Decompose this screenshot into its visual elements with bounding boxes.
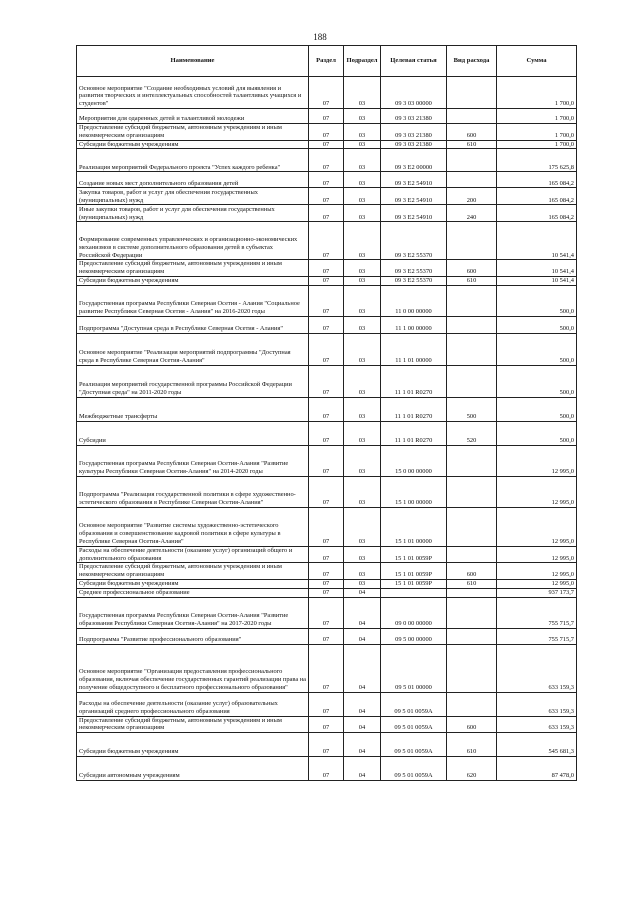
cell-section: 07: [309, 588, 344, 597]
cell-sum: 12 995,0: [497, 546, 577, 563]
header-section: Раздел: [309, 46, 344, 77]
cell-section: 07: [309, 628, 344, 644]
cell-subsection: 03: [344, 333, 381, 365]
cell-sum: 1 700,0: [497, 140, 577, 149]
cell-expense: [447, 507, 497, 546]
cell-section: 07: [309, 445, 344, 476]
table-row: [77, 716, 577, 733]
cell-section: 07: [309, 188, 344, 205]
cell-subsection: 03: [344, 445, 381, 476]
table-row: [77, 124, 577, 141]
cell-subsection: 03: [344, 546, 381, 563]
table-row: [77, 579, 577, 588]
table-row: [77, 205, 577, 222]
cell-expense: [447, 692, 497, 716]
cell-section: 07: [309, 77, 344, 109]
cell-section: 07: [309, 507, 344, 546]
cell-expense: [447, 644, 497, 692]
header-expense: Вид расхода: [447, 46, 497, 77]
cell-name: Предоставление субсидий бюджетным, автономным учреждениям и иным некоммерческим организациям: [77, 563, 309, 580]
cell-name: Реализация мероприятий Федерального проекта "Успех каждого ребенка": [77, 149, 309, 172]
cell-section: 07: [309, 644, 344, 692]
cell-subsection: 03: [344, 188, 381, 205]
cell-expense: 240: [447, 205, 497, 222]
cell-subsection: 04: [344, 692, 381, 716]
cell-name: Предоставление субсидий бюджетным, автономным учреждениям и иным некоммерческим организациям: [77, 124, 309, 141]
cell-section: 07: [309, 172, 344, 188]
table-row: [77, 172, 577, 188]
cell-name: Государственная программа Республики Северная Осетия-Алания "Развитие культуры Республики Северная Осетия-Алания" на 2014-2020 годы: [77, 445, 309, 476]
cell-subsection: 03: [344, 507, 381, 546]
cell-target: 09 3 E2 00000: [381, 149, 447, 172]
cell-name: Предоставление субсидий бюджетным, автономным учреждениям и иным некоммерческим организациям: [77, 260, 309, 277]
cell-target: 09 5 01 0059А: [381, 733, 447, 757]
cell-sum: 12 995,0: [497, 507, 577, 546]
cell-sum: 633 159,3: [497, 716, 577, 733]
cell-subsection: 03: [344, 316, 381, 333]
cell-target: 09 3 03 21380: [381, 140, 447, 149]
cell-sum: 755 715,7: [497, 597, 577, 628]
cell-expense: [447, 588, 497, 597]
cell-name: Создание новых мест дополнительного образования детей: [77, 172, 309, 188]
cell-name: Расходы на обеспечение деятельности (оказание услуг) образовательных организаций среднего профессионального образования: [77, 692, 309, 716]
cell-subsection: 03: [344, 365, 381, 397]
cell-section: 07: [309, 276, 344, 285]
table-row: [77, 546, 577, 563]
page-number: 188: [313, 32, 327, 42]
cell-section: 07: [309, 365, 344, 397]
header-name: Наименование: [77, 46, 309, 77]
cell-sum: 165 084,2: [497, 172, 577, 188]
cell-expense: [447, 445, 497, 476]
cell-subsection: 03: [344, 397, 381, 421]
table-row: [77, 222, 577, 260]
cell-sum: 500,0: [497, 397, 577, 421]
cell-sum: 500,0: [497, 285, 577, 316]
cell-sum: 500,0: [497, 421, 577, 445]
cell-name: Субсидии бюджетным учреждениям: [77, 276, 309, 285]
cell-section: 07: [309, 563, 344, 580]
cell-section: 07: [309, 109, 344, 124]
cell-sum: 1 700,0: [497, 77, 577, 109]
cell-target: 11 0 00 00000: [381, 285, 447, 316]
table-row: [77, 507, 577, 546]
cell-sum: 1 700,0: [497, 124, 577, 141]
cell-sum: 10 541,4: [497, 222, 577, 260]
cell-section: 07: [309, 124, 344, 141]
cell-name: Среднее профессиональное образование: [77, 588, 309, 597]
cell-target: 09 5 01 0059А: [381, 757, 447, 781]
cell-target: 11 1 01 R0270: [381, 421, 447, 445]
cell-name: Основное мероприятие "Развитие системы художественно-эстетического образования и совершенствование кадровой политики в сфере культуры в Республике Северная Осетия-Алания": [77, 507, 309, 546]
cell-target: 09 3 E2 54910: [381, 205, 447, 222]
cell-target: 11 1 01 R0270: [381, 365, 447, 397]
table-row: [77, 597, 577, 628]
cell-subsection: 04: [344, 733, 381, 757]
cell-subsection: 03: [344, 222, 381, 260]
cell-section: 07: [309, 546, 344, 563]
cell-subsection: 03: [344, 205, 381, 222]
cell-name: Государственная программа Республики Северная Осетия - Алания "Социальное развитие Республики Северная Осетия - Алания" на 2016-2020 годы: [77, 285, 309, 316]
cell-name: Субсидии бюджетным учреждениям: [77, 579, 309, 588]
cell-expense: [447, 628, 497, 644]
cell-target: 11 1 01 00000: [381, 333, 447, 365]
cell-expense: [447, 316, 497, 333]
table-row: [77, 285, 577, 316]
cell-name: Подпрограмма "Развитие профессионального образования": [77, 628, 309, 644]
cell-section: 07: [309, 579, 344, 588]
cell-section: 07: [309, 757, 344, 781]
cell-section: 07: [309, 733, 344, 757]
cell-section: 07: [309, 260, 344, 277]
cell-subsection: 03: [344, 421, 381, 445]
cell-sum: 545 681,3: [497, 733, 577, 757]
cell-target: 09 3 03 21380: [381, 109, 447, 124]
cell-expense: 610: [447, 733, 497, 757]
cell-name: Основное мероприятие "Организация предоставления профессионального образования, включая обеспечение государственных гарантий реализации права на получение общедоступного и бесплатного профессионального образования": [77, 644, 309, 692]
cell-section: 07: [309, 149, 344, 172]
cell-sum: 87 478,0: [497, 757, 577, 781]
cell-expense: 610: [447, 276, 497, 285]
cell-section: 07: [309, 222, 344, 260]
cell-sum: 500,0: [497, 316, 577, 333]
budget-table: [76, 45, 577, 781]
cell-expense: 610: [447, 579, 497, 588]
cell-target: 09 3 E2 55370: [381, 222, 447, 260]
cell-name: Подпрограмма "Доступная среда в Республике Северная Осетия - Алания": [77, 316, 309, 333]
cell-sum: 12 995,0: [497, 579, 577, 588]
cell-expense: [447, 597, 497, 628]
cell-expense: [447, 546, 497, 563]
cell-target: 09 0 00 00000: [381, 597, 447, 628]
cell-target: 09 3 03 00000: [381, 77, 447, 109]
cell-sum: 175 625,8: [497, 149, 577, 172]
table-row: [77, 563, 577, 580]
cell-subsection: 03: [344, 172, 381, 188]
cell-target: 09 3 E2 54910: [381, 172, 447, 188]
cell-name: Межбюджетные трансферты: [77, 397, 309, 421]
cell-expense: 600: [447, 260, 497, 277]
table-row: [77, 276, 577, 285]
cell-subsection: 03: [344, 260, 381, 277]
cell-sum: 165 084,2: [497, 188, 577, 205]
cell-subsection: 03: [344, 276, 381, 285]
table-header-row: [77, 46, 577, 77]
cell-section: 07: [309, 140, 344, 149]
table-row: [77, 109, 577, 124]
cell-sum: 1 700,0: [497, 109, 577, 124]
cell-expense: 620: [447, 757, 497, 781]
cell-subsection: 03: [344, 124, 381, 141]
cell-name: Предоставление субсидий бюджетным, автономным учреждениям и иным некоммерческим организациям: [77, 716, 309, 733]
table-row: [77, 260, 577, 277]
cell-expense: 600: [447, 716, 497, 733]
cell-expense: [447, 222, 497, 260]
cell-target: 15 1 01 0059Р: [381, 546, 447, 563]
cell-name: Подпрограмма "Реализация государственной политики в сфере художественно-эстетического образования в Республике Северная Осетия-Алания": [77, 476, 309, 507]
cell-name: Реализация мероприятий государственной программы Российской Федерации "Доступная среда" на 2011-2020 годы: [77, 365, 309, 397]
cell-target: 15 1 01 0059Р: [381, 563, 447, 580]
cell-sum: 500,0: [497, 365, 577, 397]
cell-subsection: 03: [344, 476, 381, 507]
cell-target: [381, 588, 447, 597]
cell-expense: [447, 149, 497, 172]
cell-subsection: 03: [344, 579, 381, 588]
cell-name: Основное мероприятие "Создание необходимых условий для выявления и развития творческих и интеллектуальных способностей талантливых учащихся и студентов": [77, 77, 309, 109]
table-row: [77, 476, 577, 507]
table-row: [77, 77, 577, 109]
cell-sum: 10 541,4: [497, 260, 577, 277]
table-row: [77, 365, 577, 397]
cell-subsection: 04: [344, 588, 381, 597]
cell-name: Иные закупки товаров, работ и услуг для обеспечения государственных (муниципальных) нужд: [77, 205, 309, 222]
table-row: [77, 628, 577, 644]
cell-sum: 12 995,0: [497, 476, 577, 507]
cell-name: Основное мероприятие "Реализация мероприятий подпрограммы "Доступная среда в Республике Северная Осетия-Алания": [77, 333, 309, 365]
cell-target: 15 0 00 00000: [381, 445, 447, 476]
cell-subsection: 03: [344, 149, 381, 172]
cell-expense: 600: [447, 124, 497, 141]
cell-target: 09 5 00 00000: [381, 628, 447, 644]
cell-name: Мероприятия для одаренных детей и талантливой молодежи: [77, 109, 309, 124]
table-row: [77, 188, 577, 205]
cell-expense: [447, 77, 497, 109]
cell-section: 07: [309, 205, 344, 222]
cell-sum: 937 173,7: [497, 588, 577, 597]
cell-section: 07: [309, 285, 344, 316]
cell-target: 09 3 E2 54910: [381, 188, 447, 205]
cell-target: 15 1 01 00000: [381, 507, 447, 546]
header-target: Целевая статья: [381, 46, 447, 77]
cell-name: Субсидии бюджетным учреждениям: [77, 733, 309, 757]
cell-expense: 500: [447, 397, 497, 421]
cell-target: 09 3 03 21380: [381, 124, 447, 141]
cell-sum: 633 159,3: [497, 644, 577, 692]
cell-subsection: 04: [344, 757, 381, 781]
cell-subsection: 03: [344, 109, 381, 124]
cell-target: 11 1 00 00000: [381, 316, 447, 333]
table-row: [77, 733, 577, 757]
cell-sum: 12 995,0: [497, 563, 577, 580]
table-row: [77, 588, 577, 597]
cell-subsection: 04: [344, 644, 381, 692]
cell-section: 07: [309, 333, 344, 365]
cell-section: 07: [309, 397, 344, 421]
table-row: [77, 692, 577, 716]
cell-sum: 165 084,2: [497, 205, 577, 222]
cell-section: 07: [309, 421, 344, 445]
table-row: [77, 445, 577, 476]
cell-sum: 10 541,4: [497, 276, 577, 285]
header-subsection: Подраздел: [344, 46, 381, 77]
cell-section: 07: [309, 476, 344, 507]
cell-name: Закупка товаров, работ и услуг для обеспечения государственных (муниципальных) нужд: [77, 188, 309, 205]
cell-sum: 755 715,7: [497, 628, 577, 644]
cell-sum: 500,0: [497, 333, 577, 365]
cell-section: 07: [309, 692, 344, 716]
cell-name: Государственная программа Республики Северная Осетия-Алания "Развитие образования Республики Северная Осетия-Алания" на 2017-2020 годы: [77, 597, 309, 628]
cell-section: 07: [309, 316, 344, 333]
cell-target: 09 3 E2 55370: [381, 276, 447, 285]
table-row: [77, 140, 577, 149]
cell-sum: 633 159,3: [497, 692, 577, 716]
cell-name: Субсидии: [77, 421, 309, 445]
cell-name: Формирование современных управленческих и организационно-экономических механизмов в системе дополнительного образования детей в субъектах Российской Федерации: [77, 222, 309, 260]
cell-subsection: 03: [344, 563, 381, 580]
cell-expense: 200: [447, 188, 497, 205]
cell-section: 07: [309, 716, 344, 733]
cell-expense: [447, 476, 497, 507]
cell-expense: [447, 109, 497, 124]
cell-expense: 520: [447, 421, 497, 445]
cell-subsection: 04: [344, 628, 381, 644]
cell-expense: [447, 172, 497, 188]
cell-subsection: 03: [344, 285, 381, 316]
cell-expense: 610: [447, 140, 497, 149]
cell-expense: 600: [447, 563, 497, 580]
cell-target: 09 5 01 0059А: [381, 716, 447, 733]
header-sum: Сумма: [497, 46, 577, 77]
cell-subsection: 03: [344, 140, 381, 149]
cell-sum: 12 995,0: [497, 445, 577, 476]
cell-name: Расходы на обеспечение деятельности (оказание услуг) организаций общего и дополнительного образования: [77, 546, 309, 563]
cell-subsection: 04: [344, 716, 381, 733]
cell-target: 09 3 E2 55370: [381, 260, 447, 277]
cell-target: 09 5 01 00000: [381, 644, 447, 692]
cell-target: 09 5 01 0059А: [381, 692, 447, 716]
table-row: [77, 757, 577, 781]
table-row: [77, 149, 577, 172]
table-row: [77, 316, 577, 333]
table-row: [77, 421, 577, 445]
cell-expense: [447, 365, 497, 397]
cell-name: Субсидии автономным учреждениям: [77, 757, 309, 781]
cell-section: 07: [309, 597, 344, 628]
table-row: [77, 644, 577, 692]
cell-subsection: 04: [344, 597, 381, 628]
cell-expense: [447, 333, 497, 365]
cell-target: 11 1 01 R0270: [381, 397, 447, 421]
table-row: [77, 397, 577, 421]
table-row: [77, 333, 577, 365]
cell-target: 15 1 01 0059Р: [381, 579, 447, 588]
cell-name: Субсидии бюджетным учреждениям: [77, 140, 309, 149]
cell-subsection: 03: [344, 77, 381, 109]
cell-expense: [447, 285, 497, 316]
cell-target: 15 1 00 00000: [381, 476, 447, 507]
